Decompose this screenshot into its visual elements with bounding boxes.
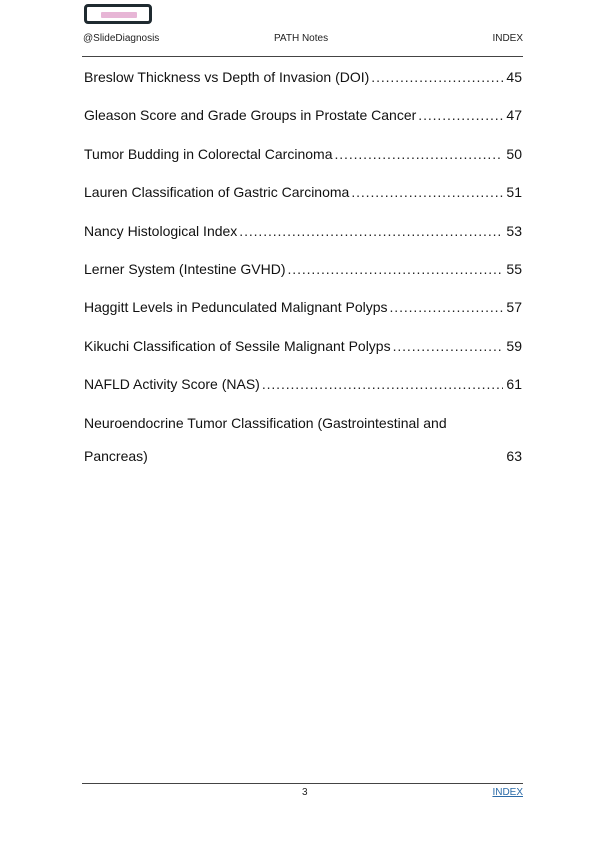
toc-entry-title: Neuroendocrine Tumor Classification (Gastrointestinal and <box>84 414 447 431</box>
toc-entry[interactable] <box>84 221 522 259</box>
toc-entry-page: 50 <box>506 145 522 162</box>
toc-entry-page: 63 <box>506 447 522 464</box>
toc-leader-dots <box>334 144 503 164</box>
toc-entry-title: Kikuchi Classification of Sessile Malignant Polyps <box>84 337 391 354</box>
logo <box>84 4 152 24</box>
toc-entry-title: Nancy Histological Index <box>84 222 238 239</box>
logo-mark <box>101 12 137 18</box>
toc-entry[interactable] <box>84 144 522 182</box>
toc-leader-dots <box>351 182 503 202</box>
toc-entry-title: NAFLD Activity Score (NAS) <box>84 376 260 393</box>
toc-leader-dots <box>393 336 504 356</box>
toc-entry-page: 57 <box>506 299 522 316</box>
toc-leader-dots <box>239 221 503 241</box>
toc-entry-title: Haggitt Levels in Pedunculated Malignant Polyps <box>84 299 388 316</box>
toc-entry-title-continued: Pancreas) <box>84 447 148 464</box>
toc-entry-page: 45 <box>506 69 522 85</box>
toc-entry[interactable] <box>84 336 522 374</box>
table-of-contents <box>84 67 522 466</box>
toc-entry-title: Gleason Score and Grade Groups in Prostate Cancer <box>84 107 417 124</box>
header-title: PATH Notes <box>274 33 329 44</box>
toc-leader-dots <box>262 374 504 394</box>
header-index-label: INDEX <box>492 33 523 44</box>
toc-leader-dots <box>418 105 503 125</box>
toc-entry-page: 51 <box>506 184 522 201</box>
toc-entry[interactable] <box>84 297 522 335</box>
toc-leader-dots <box>288 259 504 279</box>
toc-entry[interactable] <box>84 374 522 412</box>
toc-entry-page: 61 <box>506 376 522 393</box>
toc-leader-dots <box>390 297 504 317</box>
toc-entry-page: 59 <box>506 337 522 354</box>
toc-entry-title: Lerner System (Intestine GVHD) <box>84 260 286 277</box>
header-divider <box>82 56 523 57</box>
toc-entry[interactable] <box>84 105 522 143</box>
toc-entry[interactable] <box>84 182 522 220</box>
page-number: 3 <box>302 787 308 798</box>
toc-leader-dots <box>371 67 503 87</box>
footer-divider <box>82 783 523 784</box>
toc-entry[interactable] <box>84 67 522 105</box>
toc-entry-title: Breslow Thickness vs Depth of Invasion (DOI) <box>84 69 370 85</box>
toc-entry-page: 53 <box>506 222 522 239</box>
index-link[interactable]: INDEX <box>492 787 523 798</box>
toc-entry-page: 47 <box>506 107 522 124</box>
toc-entry-page: 55 <box>506 260 522 277</box>
toc-entry-title: Lauren Classification of Gastric Carcinoma <box>84 184 350 201</box>
toc-entry[interactable] <box>84 413 522 466</box>
toc-entry[interactable] <box>84 259 522 297</box>
toc-entry-title: Tumor Budding in Colorectal Carcinoma <box>84 145 333 162</box>
header-author: @SlideDiagnosis <box>83 33 160 44</box>
